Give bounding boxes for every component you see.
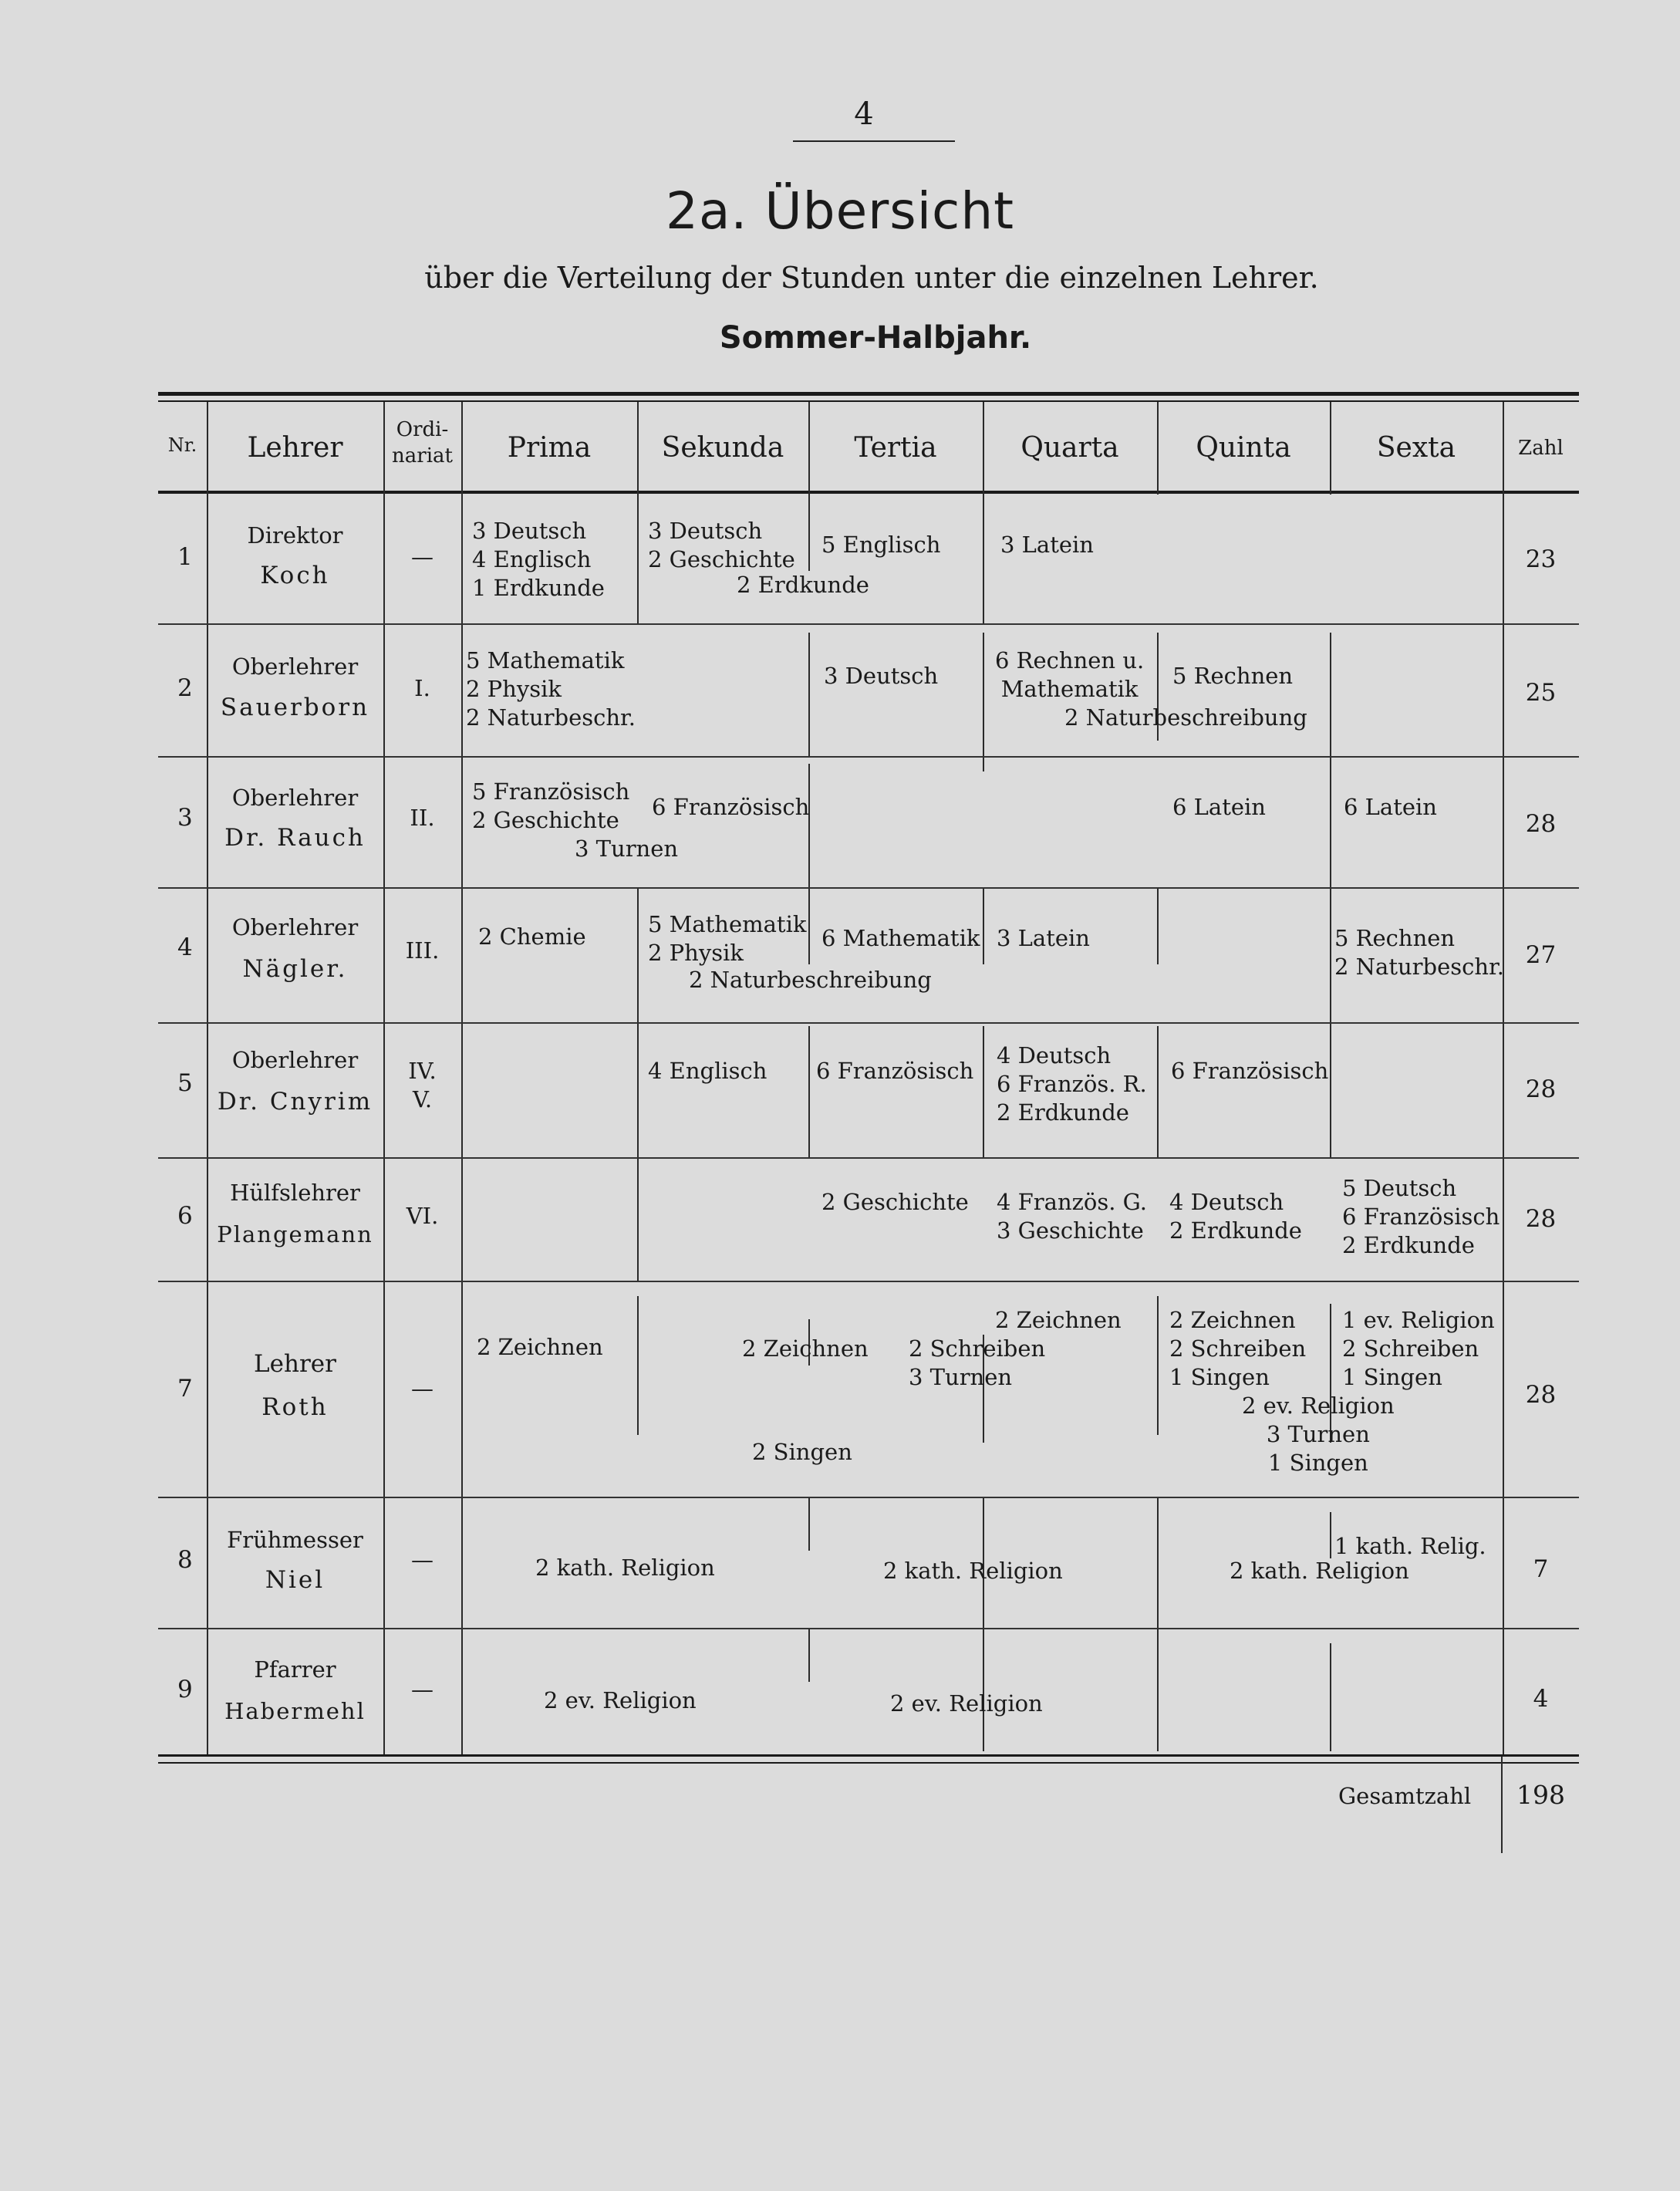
row5-ord: IV. V. [408, 1058, 437, 1112]
divider [1330, 1643, 1331, 1751]
row5-tertia: 6 Französisch [816, 1058, 974, 1084]
row3-sekunda: 6 Französisch [652, 794, 810, 820]
row7-singen: 2 Singen [752, 1439, 852, 1465]
divider [808, 1497, 810, 1551]
header-nr: Nr. [167, 434, 197, 456]
divider [637, 1026, 639, 1281]
row7-tertia: 2 Schreiben 3 Turnen [909, 1335, 1046, 1390]
divider [808, 1026, 810, 1157]
row7-title: Lehrer [254, 1350, 336, 1378]
row3-sexta: 6 Latein [1344, 794, 1437, 820]
divider [1157, 887, 1159, 964]
row8-title: Frühmesser [227, 1527, 363, 1553]
row3-prima-sekunda: 3 Turnen [575, 836, 679, 862]
row-separator [158, 1022, 1579, 1024]
row5-nr: 5 [177, 1069, 193, 1097]
row6-quarta: 4 Französ. G. 3 Geschichte [997, 1189, 1148, 1244]
page-title: 2a. Übersicht [665, 181, 1015, 241]
page-number: 4 [854, 96, 874, 132]
row8-prima-sekunda: 2 kath. Religion [535, 1555, 715, 1581]
divider [1330, 887, 1331, 1034]
row1-quarta: 3 Latein [1000, 532, 1094, 558]
row2-title: Oberlehrer [231, 653, 359, 680]
row1-sekunda-tertia: 2 Erdkunde [737, 572, 869, 598]
header-bottom-rule [158, 491, 1579, 494]
row2-quinta: 5 Rechnen [1172, 663, 1294, 689]
row-separator [158, 1497, 1579, 1498]
row8-nr: 8 [177, 1546, 193, 1574]
row7-name: Roth [261, 1393, 329, 1421]
row9-prima-sekunda: 2 ev. Religion [544, 1687, 697, 1713]
divider [983, 633, 984, 771]
divider [637, 494, 639, 625]
header-tertia: Tertia [854, 432, 937, 464]
row4-name: Nägler. [242, 955, 348, 983]
row-separator [158, 623, 1579, 625]
row1-tertia: 5 Englisch [821, 532, 941, 558]
row4-tertia: 6 Mathematik [821, 925, 980, 951]
row-separator [158, 1628, 1579, 1629]
table-top-rule [158, 392, 1579, 396]
row4-title: Oberlehrer [231, 914, 359, 940]
row2-nr: 2 [177, 674, 193, 702]
row5-name: Dr. Cnyrim [217, 1088, 373, 1116]
row3-prima: 5 Französisch 2 Geschichte [472, 778, 630, 833]
divider [808, 494, 810, 571]
header-quarta: Quarta [1020, 432, 1119, 464]
row9-tertia-quarta: 2 ev. Religion [890, 1690, 1043, 1717]
page-number-rule [793, 140, 955, 142]
row5-quarta: 4 Deutsch 6 Französ. R. 2 Erdkunde [997, 1042, 1147, 1126]
header-zahl: Zahl [1518, 437, 1564, 460]
row7-sexta: 1 ev. Religion 2 Schreiben 1 Singen [1342, 1307, 1495, 1390]
row3-title: Oberlehrer [231, 785, 359, 811]
row5-sekunda: 4 Englisch [648, 1058, 767, 1084]
row2-zahl: 25 [1525, 679, 1557, 707]
divider [1330, 633, 1331, 771]
row3-ord: II. [410, 805, 435, 831]
row4-quarta: 3 Latein [997, 925, 1090, 951]
divider [808, 887, 810, 964]
row7-quinta-sexta: 2 ev. Religion 3 Turnen 1 Singen [1242, 1393, 1395, 1476]
row7-quinta: 2 Zeichnen 2 Schreiben 1 Singen [1169, 1307, 1307, 1390]
row1-nr: 1 [177, 543, 193, 571]
season-heading: Sommer-Halbjahr. [719, 320, 1032, 356]
row2-quarta: 6 Rechnen u. Mathematik [995, 647, 1145, 702]
row9-name: Habermehl [224, 1698, 366, 1724]
row6-name: Plangemann [217, 1221, 373, 1247]
row6-quinta: 4 Deutsch 2 Erdkunde [1169, 1189, 1302, 1244]
divider [983, 887, 984, 964]
row-separator [158, 1281, 1579, 1282]
header-ordinariat: Ordi- nariat [392, 418, 453, 468]
row9-title: Pfarrer [254, 1656, 336, 1683]
row1-title: Direktor [247, 522, 343, 549]
row8-zahl: 7 [1533, 1555, 1549, 1583]
divider [1330, 764, 1331, 887]
row4-nr: 4 [177, 933, 193, 961]
divider [637, 1296, 639, 1435]
row4-sekunda-tertia: 2 Naturbeschreibung [689, 967, 932, 993]
row-separator [158, 1157, 1579, 1159]
row8-quinta-sexta: 2 kath. Religion [1230, 1558, 1409, 1584]
divider [983, 494, 984, 625]
divider [1330, 1512, 1331, 1558]
total-value: 198 [1516, 1780, 1565, 1810]
row5-zahl: 28 [1525, 1075, 1557, 1103]
row8-ord: — [411, 1547, 433, 1573]
row-separator [158, 887, 1579, 889]
header-prima: Prima [507, 432, 592, 464]
header-quinta: Quinta [1196, 432, 1291, 464]
row4-ord: III. [405, 937, 440, 964]
divider [1330, 1026, 1331, 1157]
col-line-ord [461, 402, 463, 1754]
row6-zahl: 28 [1525, 1205, 1557, 1233]
row4-sekunda: 5 Mathematik 2 Physik [648, 911, 807, 966]
row2-ord: I. [414, 675, 430, 701]
row2-name: Sauerborn [220, 694, 370, 721]
row1-sekunda: 3 Deutsch 2 Geschichte [648, 518, 795, 572]
header-sekunda: Sekunda [661, 432, 784, 464]
row9-zahl: 4 [1533, 1685, 1549, 1713]
row2-tertia: 3 Deutsch [824, 663, 939, 689]
row7-prima: 2 Zeichnen [477, 1334, 603, 1360]
row7-ord: — [411, 1376, 433, 1402]
row6-ord: VI. [406, 1203, 439, 1229]
row9-ord: — [411, 1676, 433, 1703]
row8-sexta: 1 kath. Relig. [1334, 1533, 1486, 1559]
row4-prima: 2 Chemie [478, 923, 586, 950]
divider [808, 633, 810, 756]
row5-quinta: 6 Französisch [1171, 1058, 1329, 1084]
row6-nr: 6 [177, 1202, 193, 1230]
row6-sexta: 5 Deutsch 6 Französisch 2 Erdkunde [1342, 1175, 1500, 1258]
row4-sexta: 5 Rechnen 2 Naturbeschr. [1334, 925, 1504, 980]
row1-zahl: 23 [1525, 545, 1557, 573]
row7-zahl: 28 [1525, 1381, 1557, 1409]
row9-nr: 9 [177, 1676, 193, 1703]
row-separator [158, 756, 1579, 758]
table-bottom-rule [158, 1754, 1579, 1757]
row7-nr: 7 [177, 1375, 193, 1403]
table-bottom-rule-thin [158, 1762, 1579, 1764]
page-subtitle: über die Verteilung der Stunden unter die einzelnen Lehrer. [424, 261, 1319, 295]
header-lehrer: Lehrer [247, 432, 343, 464]
row3-quinta: 6 Latein [1172, 794, 1266, 820]
divider [1157, 1296, 1159, 1435]
row2-prima: 5 Mathematik 2 Physik 2 Naturbeschr. [466, 647, 636, 731]
row3-zahl: 28 [1525, 810, 1557, 838]
row8-tertia-quarta: 2 kath. Religion [883, 1558, 1063, 1584]
table-top-rule-thin [158, 400, 1579, 402]
row3-nr: 3 [177, 804, 193, 832]
row3-name: Dr. Rauch [224, 824, 366, 852]
row6-tertia: 2 Geschichte [821, 1189, 969, 1215]
row1-ord: — [411, 544, 433, 570]
row6-title: Hülfslehrer [230, 1180, 360, 1206]
row4-zahl: 27 [1525, 941, 1557, 969]
divider [1157, 1497, 1159, 1751]
row8-name: Niel [265, 1566, 326, 1594]
divider [983, 1026, 984, 1157]
row2-quarta-quinta: 2 Naturbeschreibung [1064, 704, 1307, 731]
row1-prima: 3 Deutsch 4 Englisch 1 Erdkunde [472, 518, 605, 601]
header-sexta: Sexta [1376, 432, 1456, 464]
divider [808, 1628, 810, 1682]
row7-sekunda: 2 Zeichnen [742, 1335, 869, 1362]
row7-quarta: 2 Zeichnen [995, 1307, 1122, 1333]
divider [637, 887, 639, 1034]
divider [1157, 1026, 1159, 1157]
row1-name: Koch [260, 562, 330, 589]
row5-title: Oberlehrer [231, 1047, 359, 1073]
total-label: Gesamtzahl [1338, 1783, 1472, 1809]
